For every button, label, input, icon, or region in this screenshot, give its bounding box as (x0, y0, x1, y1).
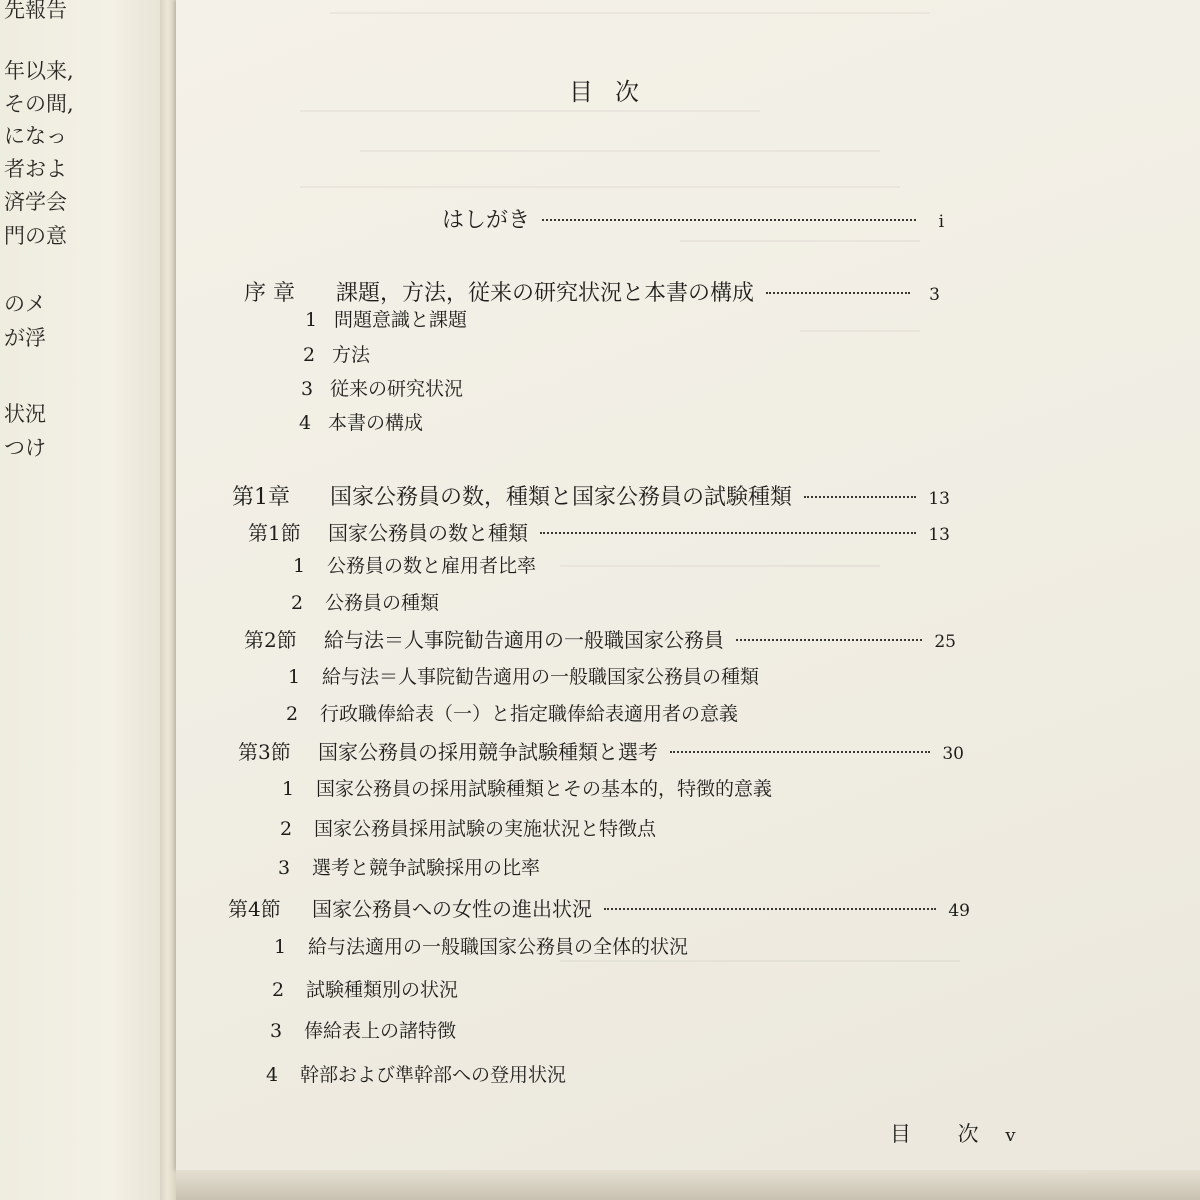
toc-section-label: 第4節 (228, 897, 281, 921)
dot-leader (604, 908, 936, 910)
toc-chapter-label: 第1章 (232, 485, 290, 510)
toc-entry-chapter[interactable] (244, 276, 940, 307)
toc-item-number: 2 (302, 344, 316, 366)
toc-entry-section[interactable] (248, 517, 950, 546)
toc-entry-text: 給与法＝人事院勧告適用の一般職国家公務員の種類 (322, 666, 760, 688)
running-head: 目 次 (890, 1122, 999, 1146)
toc-page-number: 49 (948, 901, 970, 921)
toc-entry-text: 国家公務員の数と種類 (328, 521, 528, 545)
left-page-text: になっ (4, 124, 67, 148)
toc-entry-text: 俸給表上の諸特徴 (304, 1020, 457, 1042)
dot-leader (542, 219, 916, 221)
toc-section-label: 第3節 (238, 740, 291, 764)
toc-entry-text: 方法 (332, 344, 371, 366)
toc-entry-item[interactable] (280, 662, 759, 689)
toc-item-number: 3 (277, 857, 291, 879)
toc-entry-text: 選考と競争試験採用の比率 (312, 857, 541, 879)
toc-entry-item[interactable] (266, 932, 688, 959)
toc-entry-item[interactable] (258, 1060, 566, 1087)
toc-entry-text: はしがき (442, 208, 531, 233)
left-page-text: 状況 (4, 402, 46, 426)
toc-entry-section[interactable] (244, 624, 956, 653)
toc-entry-text: 行政職俸給表（一）と指定職俸給表適用者の意義 (320, 703, 739, 725)
toc-entry-item[interactable] (283, 588, 439, 615)
toc-entry-section[interactable] (228, 893, 970, 922)
toc-item-number: 1 (281, 778, 295, 800)
left-page-text: その間, (4, 92, 74, 116)
toc-entry-item[interactable] (290, 408, 423, 435)
toc-entry-text: 従来の研究状況 (330, 378, 464, 400)
dot-leader (736, 639, 922, 641)
toc-entry-item[interactable] (294, 340, 370, 367)
toc-item-number: 4 (298, 412, 312, 434)
left-page-text: 済学会 (4, 190, 67, 214)
toc-page-number: i (938, 212, 944, 232)
toc-entry-text: 公務員の数と雇用者比率 (327, 555, 537, 577)
toc-entry-text: 国家公務員への女性の進出状況 (312, 897, 592, 921)
toc-item-number: 2 (290, 592, 304, 614)
toc-item-number: 3 (300, 378, 314, 400)
left-page-text: 年以来, (4, 59, 74, 83)
toc-page-number: 25 (934, 632, 956, 652)
toc-item-number: 1 (273, 936, 287, 958)
toc-page-number: 13 (928, 489, 950, 509)
toc-page-number: 13 (928, 525, 950, 545)
toc-entry-text: 給与法適用の一般職国家公務員の全体的状況 (308, 936, 689, 958)
toc-item-number: 4 (265, 1064, 279, 1086)
toc-entry-item[interactable] (270, 853, 540, 880)
folio: v (1005, 1125, 1016, 1146)
toc-entry-text: 課題，方法，従来の研究状況と本書の構成 (336, 281, 755, 306)
toc-entry-item[interactable] (296, 305, 467, 332)
left-page-text: 者およ (4, 157, 67, 181)
toc-page-number: 30 (942, 744, 964, 764)
toc-entry-chapter[interactable] (232, 480, 950, 511)
toc-item-number: 1 (287, 666, 301, 688)
toc-entry-text: 国家公務員の採用競争試験種類と選考 (318, 740, 658, 764)
toc-item-number: 1 (304, 309, 318, 331)
running-footer (890, 1118, 1016, 1148)
left-page-text: 門の意 (4, 224, 67, 248)
left-page-text: 先報告 (4, 0, 67, 22)
toc-item-number: 3 (269, 1020, 283, 1042)
left-page-text: が浮 (4, 326, 46, 350)
toc-entry-section[interactable] (238, 736, 964, 765)
toc-item-number: 2 (279, 818, 293, 840)
left-page-text: つけ (4, 436, 46, 460)
page-title: 目次 (569, 78, 661, 106)
dot-leader (766, 292, 910, 294)
toc-item-number: 2 (285, 703, 299, 725)
toc-item-number: 1 (292, 555, 306, 577)
toc-item-number: 2 (271, 979, 285, 1001)
dot-leader (804, 496, 916, 498)
toc-entry-text: 公務員の種類 (325, 592, 440, 614)
toc-entry-item[interactable] (272, 814, 656, 841)
left-page (0, 0, 160, 1200)
toc-entry-item[interactable] (274, 774, 772, 801)
toc-entry-text: 本書の構成 (328, 412, 424, 434)
toc-entry-text: 国家公務員採用試験の実施状況と特徴点 (314, 818, 657, 840)
toc-entry-item[interactable] (262, 1016, 456, 1043)
toc-section-label: 第1節 (248, 521, 301, 545)
toc-entry-front[interactable] (442, 203, 944, 234)
toc-section-label: 第2節 (244, 628, 297, 652)
toc-entry-item[interactable] (285, 551, 536, 578)
toc-entry-text: 国家公務員の数，種類と国家公務員の試験種類 (330, 485, 793, 510)
toc-entry-text: 幹部および準幹部への登用状況 (300, 1064, 567, 1086)
toc-entry-text: 問題意識と課題 (334, 309, 468, 331)
toc-entry-text: 給与法＝人事院勧告適用の一般職国家公務員 (324, 628, 724, 652)
toc-chapter-label: 序 章 (244, 281, 295, 306)
toc-page-number: 3 (929, 285, 940, 305)
toc-entry-text: 国家公務員の採用試験種類とその基本的，特徴的意義 (316, 778, 773, 800)
page-bottom-edge (176, 1170, 1200, 1200)
toc-entry-text: 試験種類別の状況 (306, 979, 459, 1001)
toc-entry-item[interactable] (278, 699, 738, 726)
dot-leader (670, 751, 930, 753)
toc-entry-item[interactable] (264, 975, 458, 1002)
left-page-text: のメ (4, 292, 46, 316)
toc-entry-item[interactable] (292, 374, 463, 401)
dot-leader (540, 532, 916, 534)
